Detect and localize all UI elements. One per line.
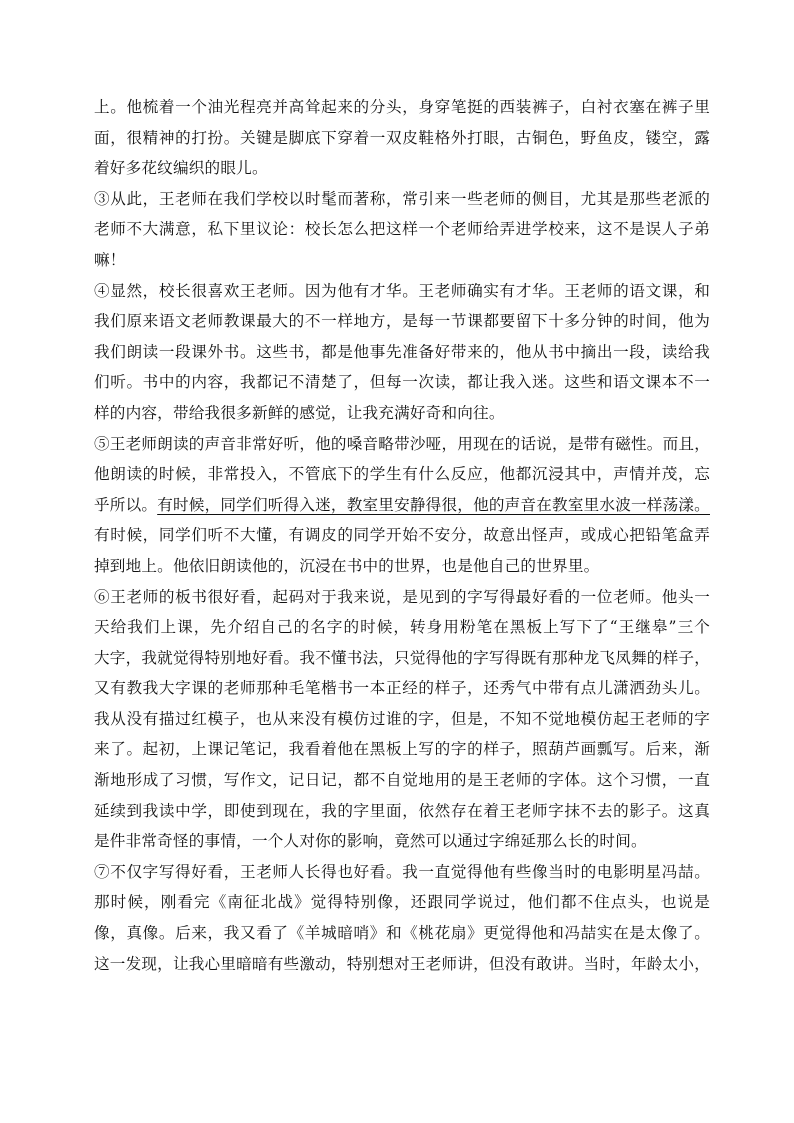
text-segment: 乎所以。 xyxy=(94,495,158,514)
text-line: 嘛！ xyxy=(94,250,126,269)
paragraph-4-start: ④显然，校长很喜欢王老师。因为他有才华。王老师确实有才华。王老师的语文课，和 xyxy=(94,281,710,300)
underlined-sentence: 有时候，同学们听得入迷，教室里安静得很，他的声音在教室里水波一样荡漾。 xyxy=(157,495,710,514)
text-line: 老师不大满意，私下里议论：校长怎么把这样一个老师给弄进学校来，这不是误人子弟 xyxy=(94,220,710,239)
text-line: 渐地形成了习惯，写作文，记日记，都不自觉地用的是王老师的字体。这个习惯，一直 xyxy=(94,771,710,790)
paragraph-6-start: ⑥王老师的板书很好看，起码对于我来说，是见到的字写得最好看的一位老师。他头一 xyxy=(94,587,710,606)
text-line: 他朗读的时候，非常投入，不管底下的学生有什么反应，他都沉浸其中，声情并茂，忘 xyxy=(94,465,710,484)
text-line xyxy=(94,490,710,521)
text-line: 我从没有描过红模子，也从来没有模仿过谁的字，但是，不知不觉地模仿起王老师的字 xyxy=(94,709,710,728)
text-line: 又有教我大字课的老师那种毛笔楷书一本正经的样子，还秀气中带有点儿潇洒劲头儿。 xyxy=(94,679,710,698)
text-line: 样的内容，带给我很多新鲜的感觉，让我充满好奇和向往。 xyxy=(94,403,505,422)
text-line: 大字，我就觉得特别地好看。我不懂书法，只觉得他的字写得既有那种龙飞凤舞的样子， xyxy=(94,648,710,667)
text-line: 我们原来语文老师教课最大的不一样地方，是每一节课都要留下十多分钟的时间，他为 xyxy=(94,312,710,331)
text-line: 面，很精神的打扮。关键是脚底下穿着一双皮鞋格外打眼，古铜色，野鱼皮，镂空，露 xyxy=(94,128,710,147)
text-line: 们听。书中的内容，我都记不清楚了，但每一次读，都让我入迷。这些和语文课本不一 xyxy=(94,373,710,392)
paragraph-3-start: ③从此，王老师在我们学校以时髦而著称，常引来一些老师的侧目，尤其是那些老派的 xyxy=(94,189,710,208)
text-line: 掉到地上。他依旧朗读他的，沉浸在书中的世界，也是他自己的世界里。 xyxy=(94,556,600,575)
text-line: 是件非常奇怪的事情，一个人对你的影响，竟然可以通过字绵延那么长的时间。 xyxy=(94,832,647,851)
text-line: 那时候，刚看完《南征北战》觉得特别像，还跟同学说过，他们都不住点头，也说是 xyxy=(94,893,710,912)
text-line: 来了。起初，上课记笔记，我看着他在黑板上写的字的样子，照葫芦画瓢写。后来，渐 xyxy=(94,740,710,759)
text-line: 像，真像。后来，我又看了《羊城暗哨》和《桃花扇》更觉得他和冯喆实在是太像了。 xyxy=(94,924,710,943)
text-line: 这一发现，让我心里暗暗有些激动，特别想对王老师讲，但没有敢讲。当时，年龄太小， xyxy=(94,954,710,973)
paragraph-5-start: ⑤王老师朗读的声音非常好听，他的嗓音略带沙哑，用现在的话说，是带有磁性。而且， xyxy=(94,434,710,453)
text-line: 我们朗读一段课外书。这些书，都是他事先准备好带来的，他从书中摘出一段，读给我 xyxy=(94,342,710,361)
document-page xyxy=(94,92,710,979)
text-line: 上。他梳着一个油光程亮并高耸起来的分头，身穿笔挺的西装裤子，白衬衣塞在裤子里 xyxy=(94,98,710,116)
text-line: 有时候，同学们听不大懂，有调皮的同学开始不安分，故意出怪声，或成心把铅笔盒弄 xyxy=(94,526,710,545)
text-line: 天给我们上课，先介绍自己的名字的时候，转身用粉笔在黑板上写下了“王继皋”三个 xyxy=(94,618,710,637)
text-line: 着好多花纹编织的眼儿。 xyxy=(94,159,268,178)
paragraph-7-start: ⑦不仅字写得好看，王老师人长得也好看。我一直觉得他有些像当时的电影明星冯喆。 xyxy=(94,862,710,881)
text-line: 延续到我读中学，即使到现在，我的字里面，依然存在着王老师字抹不去的影子。这真 xyxy=(94,801,710,820)
